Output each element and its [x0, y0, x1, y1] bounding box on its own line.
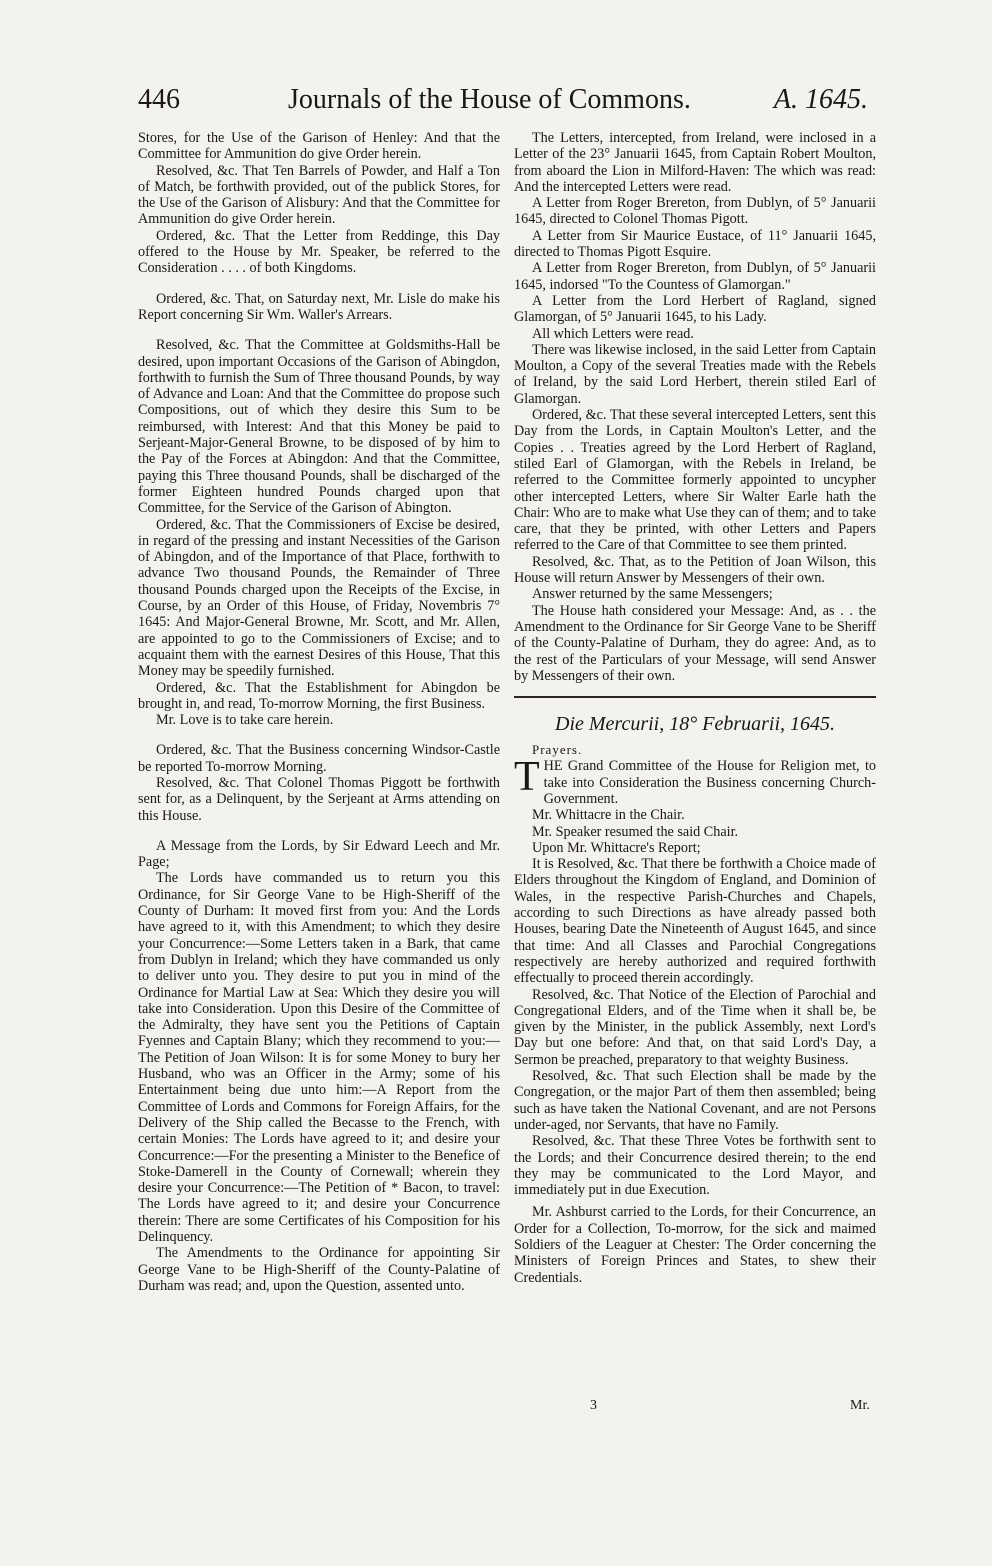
- paragraph: Ordered, &c. That the Business concerning Windsor-Castle be reported To-morrow Morning.: [138, 742, 500, 775]
- paragraph: Ordered, &c. That these several intercepted Letters, sent this Day from the Lords, in Captain Moulton's Letter, and the Copies . . Treaties agreed by the Lord Herbert of Ragland, stiled Earl of Glamorgan, with the Rebels in Ireland, be referred to the Committee formerly appointed to uncypher other intercepted Letters, where Sir Walter Earle hath the Chair: Who are to make what Use they can of them; and to take care, that they be printed, with other Letters and Papers referred to the Care of that Committee to see them printed.: [514, 407, 876, 554]
- paragraph: The House hath considered your Message: And, as . . the Amendment to the Ordinance for Sir George Vane to be Sheriff of the County-Palatine of Durham, they do agree: And, as to the rest of the Particulars of your Message, will send Answer by Messengers of their own.: [514, 602, 876, 684]
- prayers-label: Prayers.: [532, 742, 583, 758]
- paragraph: Ordered, &c. That, on Saturday next, Mr. Lisle do make his Report concerning Sir Wm. Waller's Arrears.: [138, 290, 500, 323]
- paragraph: Stores, for the Use of the Garison of Henley: And that the Committee for Ammunition do give Order herein.: [138, 130, 500, 163]
- paragraph: A Letter from Sir Maurice Eustace, of 11° Januarii 1645, directed to Thomas Pigott Esquire.: [514, 227, 876, 261]
- paragraph: Ordered, &c. That the Letter from Reddinge, this Day offered to the House by Mr. Speaker, be referred to the Consideration . . . . of both Kingdoms.: [138, 227, 500, 277]
- year-heading: A. 1645.: [773, 84, 868, 115]
- right-column: [514, 130, 876, 1286]
- paragraph: Mr. Ashburst carried to the Lords, for their Concurrence, an Order for a Collection, To-morrow, for the sick and maimed Soldiers of the Leaguer at Chester: The Order concerning the Ministers of Foreign Princes and States, to shew their Credentials.: [514, 1204, 876, 1286]
- paragraph: A Message from the Lords, by Sir Edward Leech and Mr. Page;: [138, 837, 500, 871]
- running-title: Journals of the House of Commons.: [288, 84, 691, 115]
- paragraph: The Amendments to the Ordinance for appointing Sir George Vane to be High-Sheriff of the County-Palatine of Durham was read; and, upon the Question, assented unto.: [138, 1245, 500, 1294]
- paragraph: Ordered, &c. That the Commissioners of Excise be desired, in regard of the pressing and instant Necessities of the Garison of Abingdon, and of the Importance of that Place, forthwith to advance Two thousand Pounds, the Remainder of Three thousand Pounds charged upon the Receipts of the Excise, in Course, by an Order of this House, of Friday, Novembris 7° 1645: And Major-General Browne, Mr. Scott, and Mr. Allen, are appointed to go to the Commissioners of Excise; and to acquaint them with the earnest Desires of this House, That this Money may be speedily furnished.: [138, 516, 500, 680]
- paragraph: Resolved, &c. That such Election shall be made by the Congregation, or the major Part of them then assembled; being such as have taken the National Covenant, and are not Persons under-aged, nor Servants, that have no Family.: [514, 1068, 876, 1133]
- paragraph: Mr. Love is to take care herein.: [156, 712, 334, 729]
- paragraph: Resolved, &c. That, as to the Petition of Joan Wilson, this House will return Answer by Messengers of their own.: [514, 553, 876, 587]
- paragraph: The Lords have commanded us to return you this Ordinance, for Sir George Vane to be High-Sheriff of the County of Durham: It moved first from you: And the Lords have agreed to it, with this Amendment; to which they desire your Concurrence:—Some Letters taken in a Bark, that came from Dublyn in Ireland; which they have commanded us only to deliver unto you. They desire to put you in mind of the Ordinance for Martial Law at Sea: Which they desire you will take into Consideration. Upon this Desire of the Committee of the Admiralty, they have sent you the Petitions of Captain Fyennes and Captain Blany; which they recommend to you:—The Petition of Joan Wilson: It is for some Money to bury her Husband, who was an Officer in the Army; some of his Entertainment being due unto him:—A Report from the Committee of Lords and Commons for Foreign Affairs, for the Delivery of the Ship called the Becasse to the French, with certain Monies: The Lords have agreed to it; and desire your Concurrence:—For the presenting a Minister to the Benefice of Stoke-Damerell in the County of Cornewall; wherein they desire your Concurrence:—The Petition of * Bacon, to travel: The Lords have agreed to it; and desire your Concurrence therein: There are some Certificates of his Composition for his Delinquency.: [138, 870, 500, 1245]
- paragraph: Resolved, &c. That the Committee at Goldsmiths-Hall be desired, upon important Occasions of the Garison of Abingdon, forthwith to furnish the Sum of Three thousand Pounds, by way of Advance and Loan: And that the Committee do propose such Compositions, out of which they desire this Sum to be reimbursed, with Interest: And that this Money be paid to Serjeant-Major-General Browne, to be disposed of by him to the Pay of the Forces at Abingdon: And that the Committee, paying this Three thousand Pounds, shall be discharged of the former Eighteen hundred Pounds charged upon that Committee, for the Service of the Garison of Abington.: [138, 337, 500, 517]
- paragraph: Upon Mr. Whittacre's Report;: [532, 839, 701, 856]
- paragraph: Ordered, &c. That the Establishment for Abingdon be brought in, and read, To-morrow Morning, the first Business.: [138, 679, 500, 712]
- catchword: Mr.: [850, 1398, 870, 1413]
- paragraph: Resolved, &c. That Notice of the Election of Parochial and Congregational Elders, and of the Time when it shall be, be given by the Minister, in the publick Assembly, next Lord's Day but one before: And that, on that said Lord's Day, a Sermon be preached, preparatory to that weighty Business.: [514, 986, 876, 1068]
- paragraph: A Letter from Roger Brereton, from Dublyn, of 5° Januarii 1645, directed to Colonel Thomas Pigott.: [514, 195, 876, 228]
- paragraph: Mr. Speaker resumed the said Chair.: [532, 823, 739, 840]
- paragraph: There was likewise inclosed, in the said Letter from Captain Moulton, a Copy of the several Treaties made with the Rebels of Ireland, by the said Lord Herbert, therein stiled Earl of Glamorgan.: [514, 341, 876, 407]
- paragraph: [514, 754, 876, 807]
- section-divider: [514, 696, 876, 698]
- paragraph: Answer returned by the same Messengers;: [532, 586, 773, 603]
- paragraph: All which Letters were read.: [532, 325, 694, 342]
- paragraph: Resolved, &c. That these Three Votes be forthwith sent to the Lords; and their Concurrence desired therein; to the end they may be communicated to the Lord Mayor, and immediately put in due Execution.: [514, 1133, 876, 1199]
- paragraph-text: HE Grand Committee of the House for Religion met, to take into Consideration the Business concerning Church-Government.: [543, 758, 876, 807]
- paragraph: A Letter from Roger Brereton, from Dublyn, of 5° Januarii 1645, indorsed "To the Countess of Glamorgan.": [514, 260, 876, 293]
- page-header: [138, 84, 868, 124]
- left-column: [138, 130, 500, 1294]
- paragraph: It is Resolved, &c. That there be forthwith a Choice made of Elders throughout the Kingdom of England, and Dominion of Wales, in the respective Parish-Churches and Chapels, according to such Directions as have already passed both Houses, bearing Date the Nineteenth of August 1645, and since that time: And all Classes and Parochial Congregations respectively are hereby authorized and required forthwith effectually to proceed therein accordingly.: [514, 856, 876, 987]
- page-number: 446: [138, 84, 180, 115]
- drop-cap: T: [514, 754, 540, 801]
- signature-mark: 3: [590, 1398, 597, 1413]
- paragraph: Resolved, &c. That Ten Barrels of Powder, and Half a Ton of Match, be forthwith provided, out of the publick Stores, for the Use of the Garison of Alisbury: And that the Committee for Ammunition do give Order herein.: [138, 162, 500, 228]
- day-heading: Die Mercurii, 18° Februarii, 1645.: [555, 713, 835, 736]
- paragraph: A Letter from the Lord Herbert of Ragland, signed Glamorgan, of 5° Januarii 1645, to his Lady.: [514, 292, 876, 326]
- paragraph: Resolved, &c. That Colonel Thomas Piggott be forthwith sent for, as a Delinquent, by the Serjeant at Arms attending on this House.: [138, 774, 500, 824]
- paragraph: The Letters, intercepted, from Ireland, were inclosed in a Letter of the 23° Januarii 1645, from Captain Robert Moulton, from aboard the Lion in Milford-Haven: The which was read: And the intercepted Letters were read.: [514, 130, 876, 195]
- paragraph: Mr. Whittacre in the Chair.: [532, 807, 685, 824]
